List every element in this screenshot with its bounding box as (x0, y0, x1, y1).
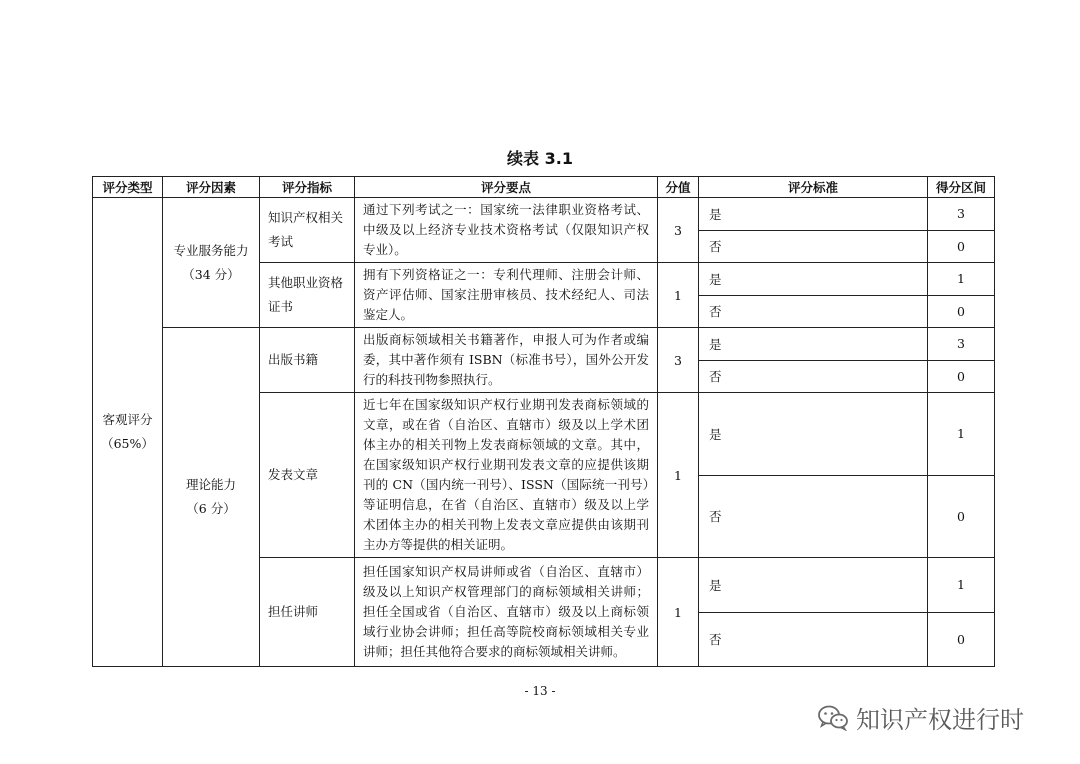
points-cell: 近七年在国家级知识产权行业期刊发表商标领域的文章，或在省（自治区、直辖市）级及以上学术团体主办的相关刊物上发表商标领域的文章。其中，在国家级知识产权行业期刊发表文章的应提供该期刊的 CN（国内统一刊号）、ISSN（国际统一刊号）等证明信息，在省（自治区、直辖市）级及以上学术团体主办的相关刊物上发表文章应提供由该期刊主办方等提供的相关证明。 (355, 393, 658, 558)
header-points: 评分要点 (355, 177, 658, 198)
points-cell: 通过下列考试之一：国家统一法律职业资格考试、中级及以上经济专业技术资格考试（仅限知识产权专业）。 (355, 198, 658, 263)
page-number: - 13 - (524, 684, 556, 698)
standard-no: 否 (699, 612, 928, 667)
standard-yes: 是 (699, 558, 928, 613)
header-score: 分值 (658, 177, 699, 198)
indicator-cell: 出版书籍 (260, 328, 355, 393)
score-cell: 1 (658, 393, 699, 558)
range-no: 0 (928, 230, 995, 263)
indicator-cell: 发表文章 (260, 393, 355, 558)
indicator-cell: 其他职业资格证书 (260, 263, 355, 328)
header-standard: 评分标准 (699, 177, 928, 198)
range-yes: 1 (928, 263, 995, 296)
table-row (93, 328, 995, 361)
indicator-cell: 担任讲师 (260, 558, 355, 667)
range-yes: 3 (928, 328, 995, 361)
category-name: 客观评分 (102, 412, 153, 427)
wechat-icon (818, 705, 848, 731)
factor-name: 理论能力 (185, 477, 236, 492)
standard-no: 否 (699, 475, 928, 558)
standard-no: 否 (699, 360, 928, 393)
header-category: 评分类型 (93, 177, 163, 198)
scoring-table (92, 176, 995, 667)
range-no: 0 (928, 475, 995, 558)
factor-cell (163, 328, 260, 667)
watermark-text: 知识产权进行时 (856, 706, 1024, 734)
header-row (93, 177, 995, 198)
factor-name: 专业服务能力 (173, 242, 249, 258)
header-factor: 评分因素 (163, 177, 260, 198)
range-yes: 3 (928, 198, 995, 231)
factor-cell (163, 198, 260, 328)
range-no: 0 (928, 295, 995, 328)
header-indicator: 评分指标 (260, 177, 355, 198)
category-weight: （65%） (101, 436, 154, 451)
range-yes: 1 (928, 558, 995, 613)
standard-yes: 是 (699, 393, 928, 476)
watermark (818, 700, 1024, 735)
points-cell: 拥有下列资格证之一：专利代理师、注册会计师、资产评估师、国家注册审核员、技术经纪人、司法鉴定人。 (355, 263, 658, 328)
range-yes: 1 (928, 393, 995, 476)
points-cell: 担任国家知识产权局讲师或省（自治区、直辖市）级及以上知识产权管理部门的商标领域相关讲师；担任全国或省（自治区、直辖市）级及以上商标领域行业协会讲师；担任高等院校商标领域相关专业讲师；担任其他符合要求的商标领域相关讲师。 (355, 558, 658, 667)
factor-points: （34 分） (182, 266, 240, 282)
range-no: 0 (928, 612, 995, 667)
score-cell: 3 (658, 198, 699, 263)
score-cell: 1 (658, 263, 699, 328)
standard-no: 否 (699, 295, 928, 328)
score-cell: 3 (658, 328, 699, 393)
indicator-cell: 知识产权相关考试 (260, 198, 355, 263)
table-row (93, 198, 995, 231)
standard-yes: 是 (699, 198, 928, 231)
table-title: 续表 3.1 (507, 149, 573, 168)
standard-yes: 是 (699, 263, 928, 296)
points-cell: 出版商标领域相关书籍著作，申报人可为作者或编委，其中著作须有 ISBN（标准书号），国外公开发行的科技刊物参照执行。 (355, 328, 658, 393)
standard-yes: 是 (699, 328, 928, 361)
header-range: 得分区间 (928, 177, 995, 198)
category-cell (93, 198, 163, 667)
range-no: 0 (928, 360, 995, 393)
score-cell: 1 (658, 558, 699, 667)
standard-no: 否 (699, 230, 928, 263)
factor-points: （6 分） (186, 501, 236, 516)
